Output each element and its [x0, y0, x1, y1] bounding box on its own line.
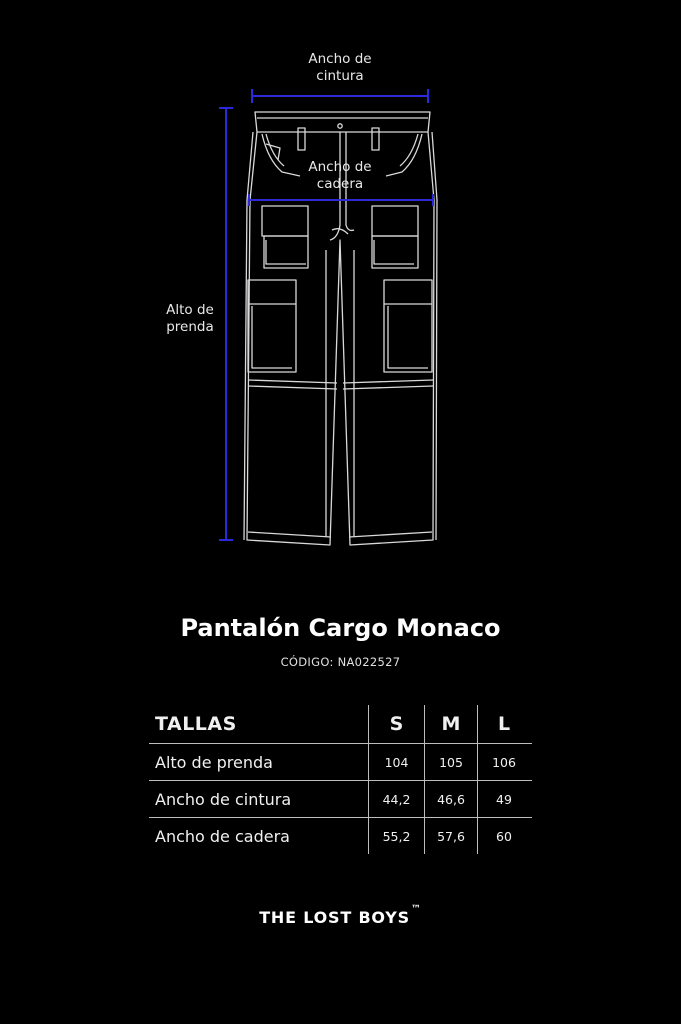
- product-title: Pantalón Cargo Monaco: [180, 614, 501, 642]
- row-label: Ancho de cadera: [149, 818, 369, 854]
- row-value-s: 104: [369, 744, 425, 780]
- size-m-header: M: [425, 705, 478, 743]
- waist-measure-label: Ancho de cintura: [308, 51, 372, 84]
- hip-measure-label: Ancho de cadera: [308, 159, 372, 192]
- row-value-m: 57,6: [425, 818, 478, 854]
- row-value-m: 105: [425, 744, 478, 780]
- brand-logo: [0, 904, 681, 927]
- length-measure-label: Alto de prenda: [166, 302, 214, 335]
- table-row: [149, 818, 532, 854]
- size-table-header-label: TALLAS: [149, 705, 369, 743]
- table-row: [149, 744, 532, 781]
- row-value-l: 60: [496, 828, 512, 844]
- product-code: CÓDIGO: NA022527: [280, 655, 401, 669]
- row-value-l: 106: [492, 754, 516, 770]
- trademark-mark: ™: [410, 904, 422, 915]
- row-value-s: 55,2: [369, 818, 425, 854]
- size-table-header: [149, 705, 532, 744]
- row-value-l: 49: [496, 791, 512, 807]
- size-table: [149, 705, 532, 854]
- size-l-header: L: [497, 713, 511, 735]
- row-label: Alto de prenda: [149, 744, 369, 780]
- row-label: Ancho de cintura: [149, 781, 369, 817]
- brand-name: THE LOST BOYS: [259, 908, 410, 927]
- size-s-header: S: [369, 705, 425, 743]
- row-value-s: 44,2: [369, 781, 425, 817]
- table-row: [149, 781, 532, 818]
- row-value-m: 46,6: [425, 781, 478, 817]
